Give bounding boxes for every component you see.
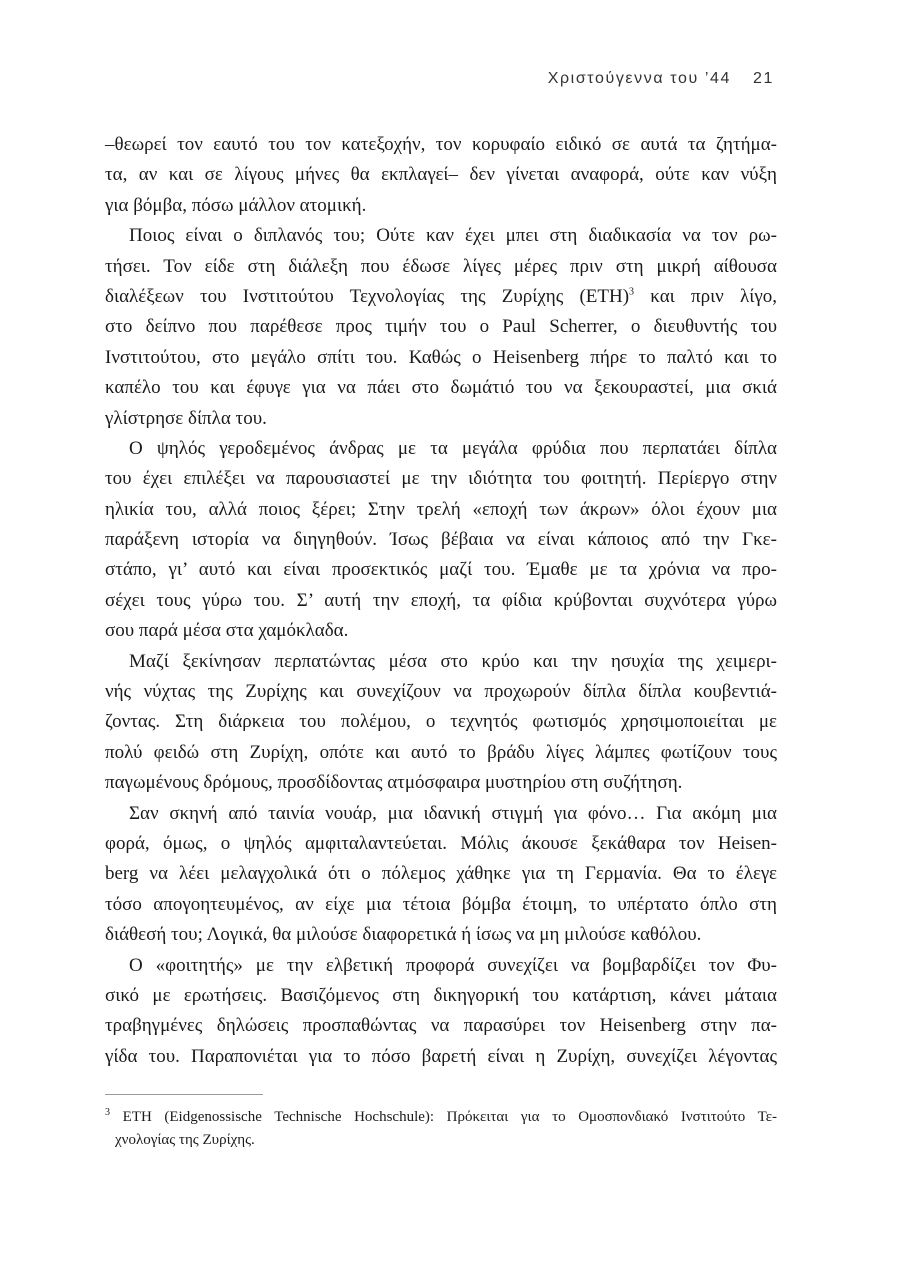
footnote-marker: 3 bbox=[105, 1107, 110, 1118]
text-line: τόσο απογοητευμένος, αν είχε μια τέτοια βόμβα έτοιμη, το υπέρτατο όπλο στη bbox=[105, 893, 777, 915]
paragraph bbox=[105, 799, 777, 951]
text-line: του έχει επιλέξει να παρουσιαστεί με την ιδιότητα του φοιτητή. Περίεργο στην bbox=[105, 468, 777, 490]
footnote-separator bbox=[105, 1094, 263, 1095]
footnote-text: ΕΤΗ (Eidgenossische Technische Hochschule): Πρόκειται για το Ομοσπονδιακό Ινστιτούτο Τε- bbox=[122, 1109, 778, 1125]
text-line: Σαν σκηνή από ταινία νουάρ, μια ιδανική στιγμή για φόνο… Για ακόμη μια bbox=[129, 802, 777, 824]
paragraph bbox=[105, 221, 777, 434]
text-line: berg να λέει μελαγχολικά ότι ο πόλεμος χάθηκε για τη Γερμανία. Θα το έλεγε bbox=[105, 863, 777, 885]
text-line: Ο «φοιτητής» με την ελβετική προφορά συνεχίζει να βομβαρδίζει τον Φυ- bbox=[129, 954, 777, 976]
footnote-line: χνολογίας της Ζυρίχης. bbox=[115, 1132, 255, 1148]
paragraph bbox=[105, 647, 777, 799]
text-line: τήσει. Τον είδε στη διάλεξη που έδωσε λίγες μέρες πριν στη μικρή αίθουσα bbox=[105, 255, 777, 277]
text-line: στο δείπνο που παρέθεσε προς τιμήν του ο Paul Scherrer, ο διευθυντής του bbox=[105, 316, 777, 338]
text-line: φορά, όμως, ο ψηλός αμφιταλαντεύεται. Μόλις άκουσε ξεκάθαρα τον Heisen- bbox=[105, 832, 777, 854]
text-line: ζοντας. Στη διάρκεια του πολέμου, ο τεχνητός φωτισμός χρησιμοποιείται με bbox=[105, 711, 777, 733]
text-line: τα, αν και σε λίγους μήνες θα εκπλαγεί– δεν γίνεται αναφορά, ούτε καν νύξη bbox=[105, 164, 777, 186]
text-line: πολύ φειδώ στη Ζυρίχη, οπότε και αυτό το βράδυ λίγες λάμπες φωτίζουν τους bbox=[105, 741, 777, 763]
footnote-reference: 3 bbox=[629, 286, 635, 298]
text-segment: και πριν λίγο, bbox=[634, 285, 777, 307]
text-segment: διαλέξεων του Ινστιτούτου Τεχνολογίας της Ζυρίχης (ΕΤΗ) bbox=[105, 285, 630, 307]
text-line: νής νύχτας της Ζυρίχης και συνεχίζουν να προχωρούν δίπλα δίπλα κουβεντιά- bbox=[105, 681, 777, 703]
text-line: σέχει τους γύρω του. Σ’ αυτή την εποχή, τα φίδια κρύβονται συχνότερα γύρω bbox=[105, 589, 777, 611]
text-line: ηλικία του, αλλά ποιος ξέρει; Στην τρελή «εποχή των άκρων» όλοι έχουν μια bbox=[105, 498, 777, 520]
text-line: παγωμένους δρόμους, προσδίδοντας ατμόσφαιρα μυστηρίου στη συζήτηση. bbox=[105, 772, 683, 794]
footnote bbox=[105, 1106, 777, 1152]
text-line: διάθεσή του; Λογικά, θα μιλούσε διαφορετικά ή ίσως να μη μιλούσε καθόλου. bbox=[105, 924, 702, 946]
paragraph bbox=[105, 434, 777, 647]
page-number: 21 bbox=[753, 70, 774, 87]
running-head bbox=[548, 70, 774, 88]
text-line: σικό με ερωτήσεις. Βασιζόμενος στη δικηγορική του κατάρτιση, κάνει μάταια bbox=[105, 984, 777, 1006]
text-line: Ο ψηλός γεροδεμένος άνδρας με τα μεγάλα φρύδια που περπατάει δίπλα bbox=[129, 437, 777, 459]
text-line: γίδα του. Παραπονιέται για το πόσο βαρετή είναι η Ζυρίχη, συνεχίζει λέγοντας bbox=[105, 1045, 777, 1067]
running-title: Χριστούγεννα του ’44 bbox=[547, 70, 731, 87]
text-line: Ποιος είναι ο διπλανός του; Ούτε καν έχει μπει στη διαδικασία να τον ρω- bbox=[129, 225, 777, 247]
text-line: σου παρά μέσα στα χαμόκλαδα. bbox=[105, 620, 349, 642]
text-line: γλίστρησε δίπλα του. bbox=[105, 407, 267, 429]
text-line: για βόμβα, πόσω μάλλον ατομική. bbox=[105, 194, 367, 216]
text-line-with-footnote bbox=[105, 282, 777, 312]
text-line: καπέλο του και έφυγε για να πάει στο δωμάτιό του να ξεκουραστεί, μια σκιά bbox=[105, 377, 777, 399]
footnote-line bbox=[105, 1106, 777, 1129]
body-text bbox=[105, 130, 777, 1072]
text-line: παράξενη ιστορία να διηγηθούν. Ίσως βέβαια να είναι κάποιος από την Γκε- bbox=[105, 529, 777, 551]
text-line: στάπο, γι’ αυτό και είναι προσεκτικός μαζί του. Έμαθε με τα χρόνια να προ- bbox=[105, 559, 777, 581]
text-line: Μαζί ξεκίνησαν περπατώντας μέσα στο κρύο και την ησυχία της χειμερι- bbox=[129, 650, 777, 672]
text-line: Ινστιτούτου, στο μεγάλο σπίτι του. Καθώς ο Heisenberg πήρε το παλτό και το bbox=[105, 346, 777, 368]
text-line: –θεωρεί τον εαυτό του τον κατεξοχήν, τον κορυφαίο ειδικό σε αυτά τα ζητήμα- bbox=[105, 134, 777, 155]
paragraph bbox=[105, 951, 777, 1073]
paragraph bbox=[105, 130, 777, 221]
text-line: τραβηγμένες δηλώσεις προσπαθώντας να παρασύρει τον Heisenberg στην πα- bbox=[105, 1015, 777, 1037]
